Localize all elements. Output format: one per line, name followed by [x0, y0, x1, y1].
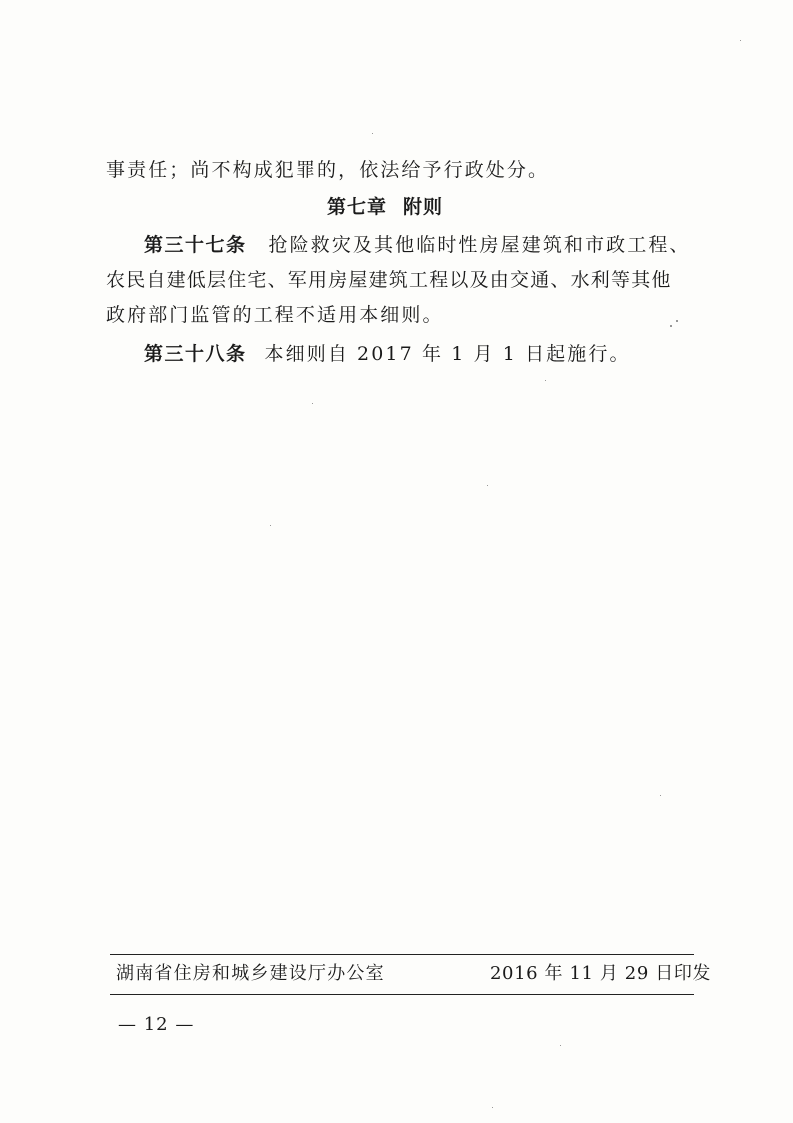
scan-speck — [372, 133, 373, 134]
article-38-label: 第三十八条 — [144, 343, 247, 365]
article-37-text-line-1: 抢险救灾及其他临时性房屋建筑和市政工程、 — [268, 234, 691, 256]
continuation-paragraph: 事责任；尚不构成犯罪的，依法给予行政处分。 — [106, 159, 550, 181]
footer-issuer: 湖南省住房和城乡建设厅办公室 — [116, 963, 385, 984]
scan-speck — [545, 380, 546, 381]
footer-issue-date: 2016 年 11 月 29 日印发 — [490, 963, 712, 984]
footer-top-rule — [110, 954, 694, 955]
scan-speck — [670, 325, 672, 327]
page-number: — 12 — — [118, 1014, 195, 1035]
article-38-line — [144, 340, 631, 368]
scan-speck — [560, 1045, 561, 1046]
article-37-label: 第三十七条 — [144, 234, 247, 256]
scan-speck — [676, 320, 678, 322]
scan-speck — [492, 1107, 493, 1108]
article-38-text: 本细则自 2017 年 1 月 1 日起施行。 — [264, 343, 631, 365]
article-37-first-line — [144, 231, 691, 259]
chapter-heading — [327, 193, 443, 221]
scan-speck — [740, 40, 741, 41]
footer-bottom-rule — [110, 994, 694, 995]
chapter-name: 附则 — [403, 196, 444, 218]
article-37-text-line-3: 政府部门监管的工程不适用本细则。 — [106, 304, 444, 326]
scan-speck — [487, 485, 488, 486]
article-37-text-line-2: 农民自建低层住宅、军用房屋建筑工程以及由交通、水利等其他 — [106, 269, 672, 291]
scan-speck — [270, 525, 271, 526]
chapter-number: 第七章 — [327, 196, 388, 218]
scan-speck — [660, 795, 661, 796]
scan-speck — [312, 403, 313, 404]
